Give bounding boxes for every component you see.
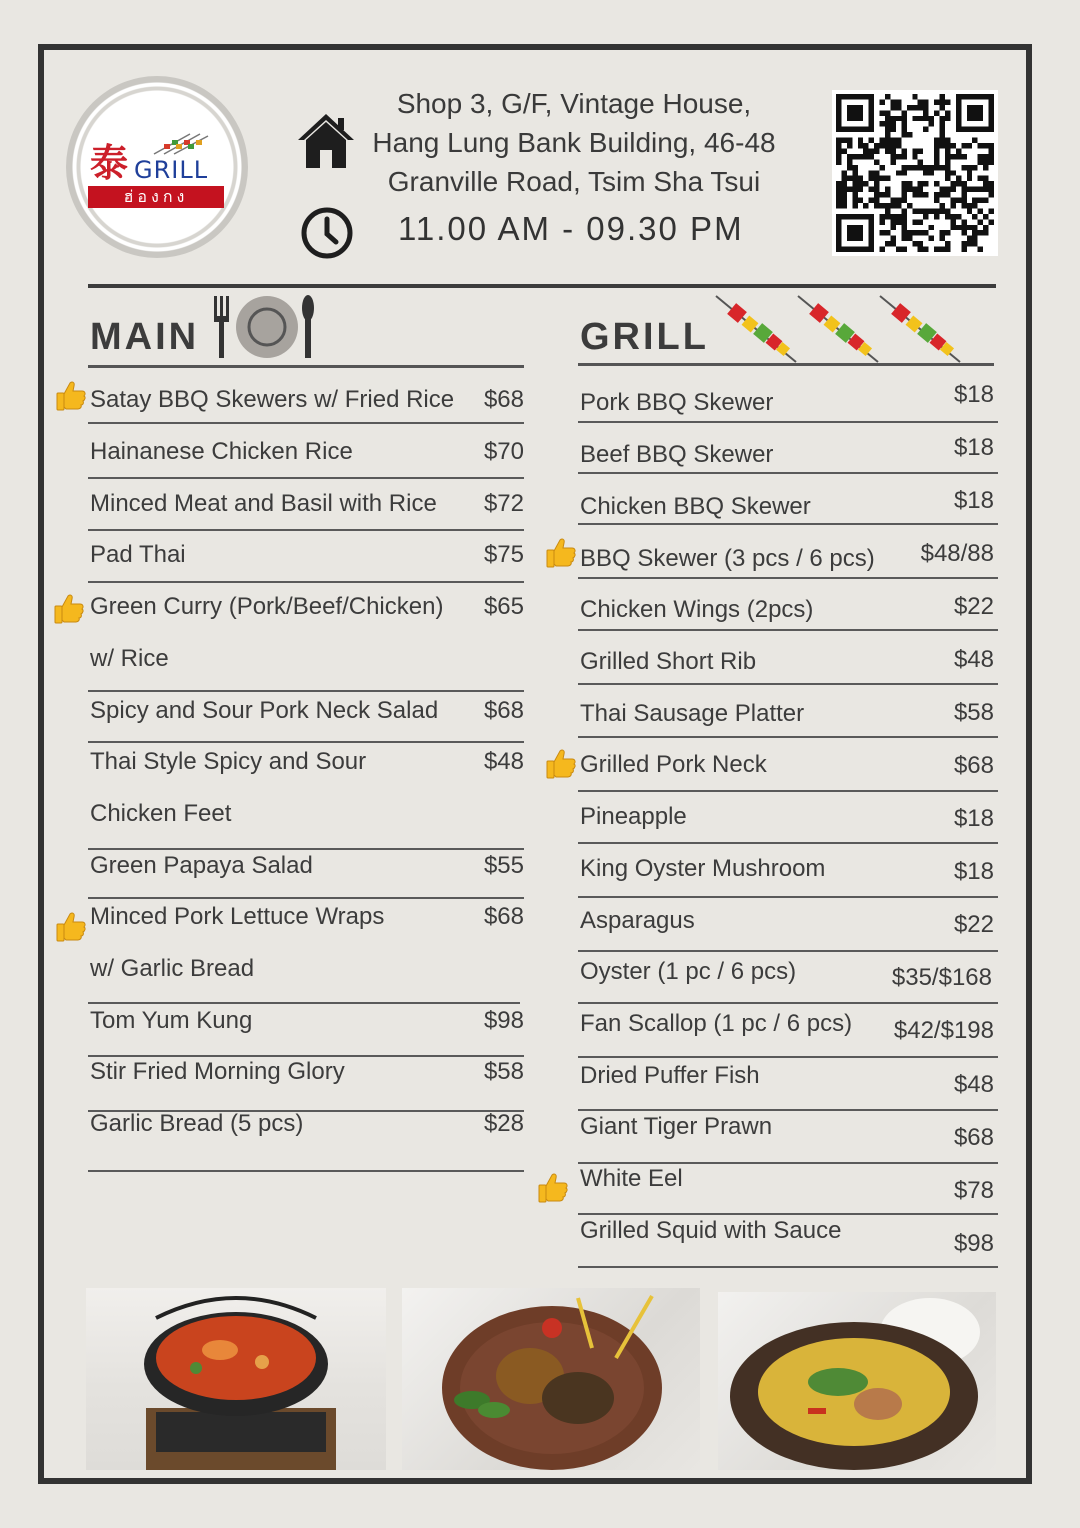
menu-item-price: $75 xyxy=(483,541,524,568)
row-divider xyxy=(578,790,998,792)
menu-item-price: $68 xyxy=(483,386,524,413)
photo-green-curry xyxy=(718,1292,996,1470)
menu-item-name: Chicken BBQ Skewer xyxy=(580,493,811,520)
menu-item-name: Dried Puffer Fish xyxy=(580,1062,760,1089)
menu-item-price: $65 xyxy=(483,593,524,620)
menu-item-name: Spicy and Sour Pork Neck Salad xyxy=(90,697,439,724)
row-divider xyxy=(578,1002,998,1004)
thumbs-up-icon xyxy=(54,911,86,943)
menu-item-name: Tom Yum Kung xyxy=(90,1007,253,1034)
logo-skewers-icon xyxy=(150,130,210,156)
menu-item-name: Satay BBQ Skewers w/ Fried Rice xyxy=(90,386,455,413)
photo-tom-yum-pot xyxy=(86,1288,386,1470)
row-divider xyxy=(88,1002,520,1004)
menu-item-name: Hainanese Chicken Rice xyxy=(90,438,353,465)
row-divider xyxy=(578,1213,998,1215)
menu-item-name: Minced Meat and Basil with Rice xyxy=(90,490,437,517)
menu-item-name: Thai Sausage Platter xyxy=(580,700,805,727)
menu-item-price: $35/$168 xyxy=(891,964,992,991)
clock-icon xyxy=(300,206,354,260)
menu-item-price: $22 xyxy=(953,911,994,938)
row-divider xyxy=(578,629,998,631)
menu-item-name: Stir Fried Morning Glory xyxy=(90,1058,345,1085)
opening-hours: 11.00 AM - 09.30 PM xyxy=(398,210,744,247)
menu-item-price: $22 xyxy=(953,593,994,620)
header-divider xyxy=(88,284,996,288)
menu-item-price: $58 xyxy=(953,699,994,726)
menu-item-name: BBQ Skewer (3 pcs / 6 pcs) xyxy=(580,545,875,572)
menu-item-price: $98 xyxy=(483,1007,524,1034)
restaurant-logo xyxy=(66,76,248,258)
menu-item-price: $48 xyxy=(953,1071,994,1098)
menu-item-price: $48 xyxy=(953,646,994,673)
qr-code[interactable] xyxy=(832,90,998,256)
menu-item-price: $42/$198 xyxy=(893,1017,994,1044)
main-section-rule xyxy=(88,365,524,368)
menu-item-price: $72 xyxy=(483,490,524,517)
address-line-1: Shop 3, G/F, Vintage House, xyxy=(396,88,752,119)
menu-item-name: King Oyster Mushroom xyxy=(580,855,826,882)
menu-item-price: $48/88 xyxy=(920,540,994,567)
menu-item-price: $68 xyxy=(483,903,524,930)
row-divider xyxy=(578,421,998,423)
row-divider xyxy=(88,477,524,479)
menu-item-price: $18 xyxy=(953,805,994,832)
menu-item-price: $78 xyxy=(953,1177,994,1204)
logo-character: 泰 xyxy=(90,140,129,185)
home-icon xyxy=(296,112,356,170)
menu-item-price: $55 xyxy=(483,852,524,879)
menu-item-name: Grilled Short Rib xyxy=(580,648,757,675)
menu-item-name: Grilled Squid with Sauce xyxy=(580,1217,842,1244)
row-divider xyxy=(88,741,524,743)
menu-item-price: $68 xyxy=(953,752,994,779)
row-divider xyxy=(578,842,998,844)
menu-item-price: $18 xyxy=(953,487,994,514)
skewers-icon xyxy=(712,292,974,366)
menu-item-name: Green Papaya Salad xyxy=(90,852,313,879)
row-divider xyxy=(88,1055,524,1057)
address-line-2: Hang Lung Bank Building, 46-48 xyxy=(372,127,776,158)
row-divider xyxy=(88,529,524,531)
row-divider xyxy=(88,1170,524,1172)
thumbs-up-icon xyxy=(544,537,576,569)
menu-item-name-line2: w/ Garlic Bread xyxy=(90,955,255,982)
main-section-title: MAIN xyxy=(90,316,200,358)
cutlery-plate-icon xyxy=(212,294,322,360)
row-divider xyxy=(578,523,998,525)
menu-item-name: Pineapple xyxy=(580,803,687,830)
thumbs-up-icon xyxy=(52,593,84,625)
row-divider xyxy=(88,581,524,583)
menu-item-name: Asparagus xyxy=(580,907,695,934)
menu-item-price: $68 xyxy=(483,697,524,724)
row-divider xyxy=(578,577,998,579)
menu-item-price: $18 xyxy=(953,858,994,885)
thumbs-up-icon xyxy=(544,748,576,780)
menu-item-price: $28 xyxy=(483,1110,524,1137)
menu-item-price: $18 xyxy=(953,434,994,461)
thumbs-up-icon xyxy=(536,1172,568,1204)
menu-item-name: Beef BBQ Skewer xyxy=(580,441,774,468)
address-block xyxy=(364,84,784,201)
menu-item-name-line2: w/ Rice xyxy=(90,645,169,672)
row-divider xyxy=(578,1266,998,1268)
row-divider xyxy=(578,1056,998,1058)
logo-grill-text: GRILL xyxy=(134,156,209,184)
grill-section-title: GRILL xyxy=(580,316,709,358)
menu-item-price: $98 xyxy=(953,1230,994,1257)
menu-item-name: Chicken Wings (2pcs) xyxy=(580,596,814,623)
menu-item-name: Garlic Bread (5 pcs) xyxy=(90,1110,304,1137)
row-divider xyxy=(578,683,998,685)
menu-item-price: $58 xyxy=(483,1058,524,1085)
menu-item-price: $18 xyxy=(953,381,994,408)
row-divider xyxy=(88,897,524,899)
address-line-3: Granville Road, Tsim Sha Tsui xyxy=(387,166,761,197)
grill-section-rule xyxy=(578,363,994,366)
menu-item-name: White Eel xyxy=(580,1165,683,1192)
row-divider xyxy=(88,848,524,850)
row-divider xyxy=(578,950,998,952)
row-divider xyxy=(88,690,524,692)
thumbs-up-icon xyxy=(54,380,86,412)
menu-item-name: Giant Tiger Prawn xyxy=(580,1113,773,1140)
row-divider xyxy=(578,472,998,474)
row-divider xyxy=(578,1162,998,1164)
photo-grilled-meat-plate xyxy=(402,1288,700,1470)
row-divider xyxy=(578,896,998,898)
menu-item-price: $70 xyxy=(483,438,524,465)
row-divider xyxy=(88,422,524,424)
menu-item-name: Pork BBQ Skewer xyxy=(580,389,774,416)
menu-item-name: Minced Pork Lettuce Wraps xyxy=(90,903,385,930)
menu-item-name: Pad Thai xyxy=(90,541,186,568)
menu-item-name: Fan Scallop (1 pc / 6 pcs) xyxy=(580,1010,853,1037)
menu-item-name: Grilled Pork Neck xyxy=(580,751,767,778)
menu-item-name-line2: Chicken Feet xyxy=(90,800,232,827)
row-divider xyxy=(578,736,998,738)
menu-item-price: $68 xyxy=(953,1124,994,1151)
menu-item-name: Thai Style Spicy and Sour xyxy=(90,748,367,775)
menu-item-price: $48 xyxy=(483,748,524,775)
row-divider xyxy=(578,1109,998,1111)
logo-thai-band: ฮ่องกง xyxy=(88,186,224,208)
menu-item-name: Oyster (1 pc / 6 pcs) xyxy=(580,958,797,985)
menu-item-name: Green Curry (Pork/Beef/Chicken) xyxy=(90,593,444,620)
